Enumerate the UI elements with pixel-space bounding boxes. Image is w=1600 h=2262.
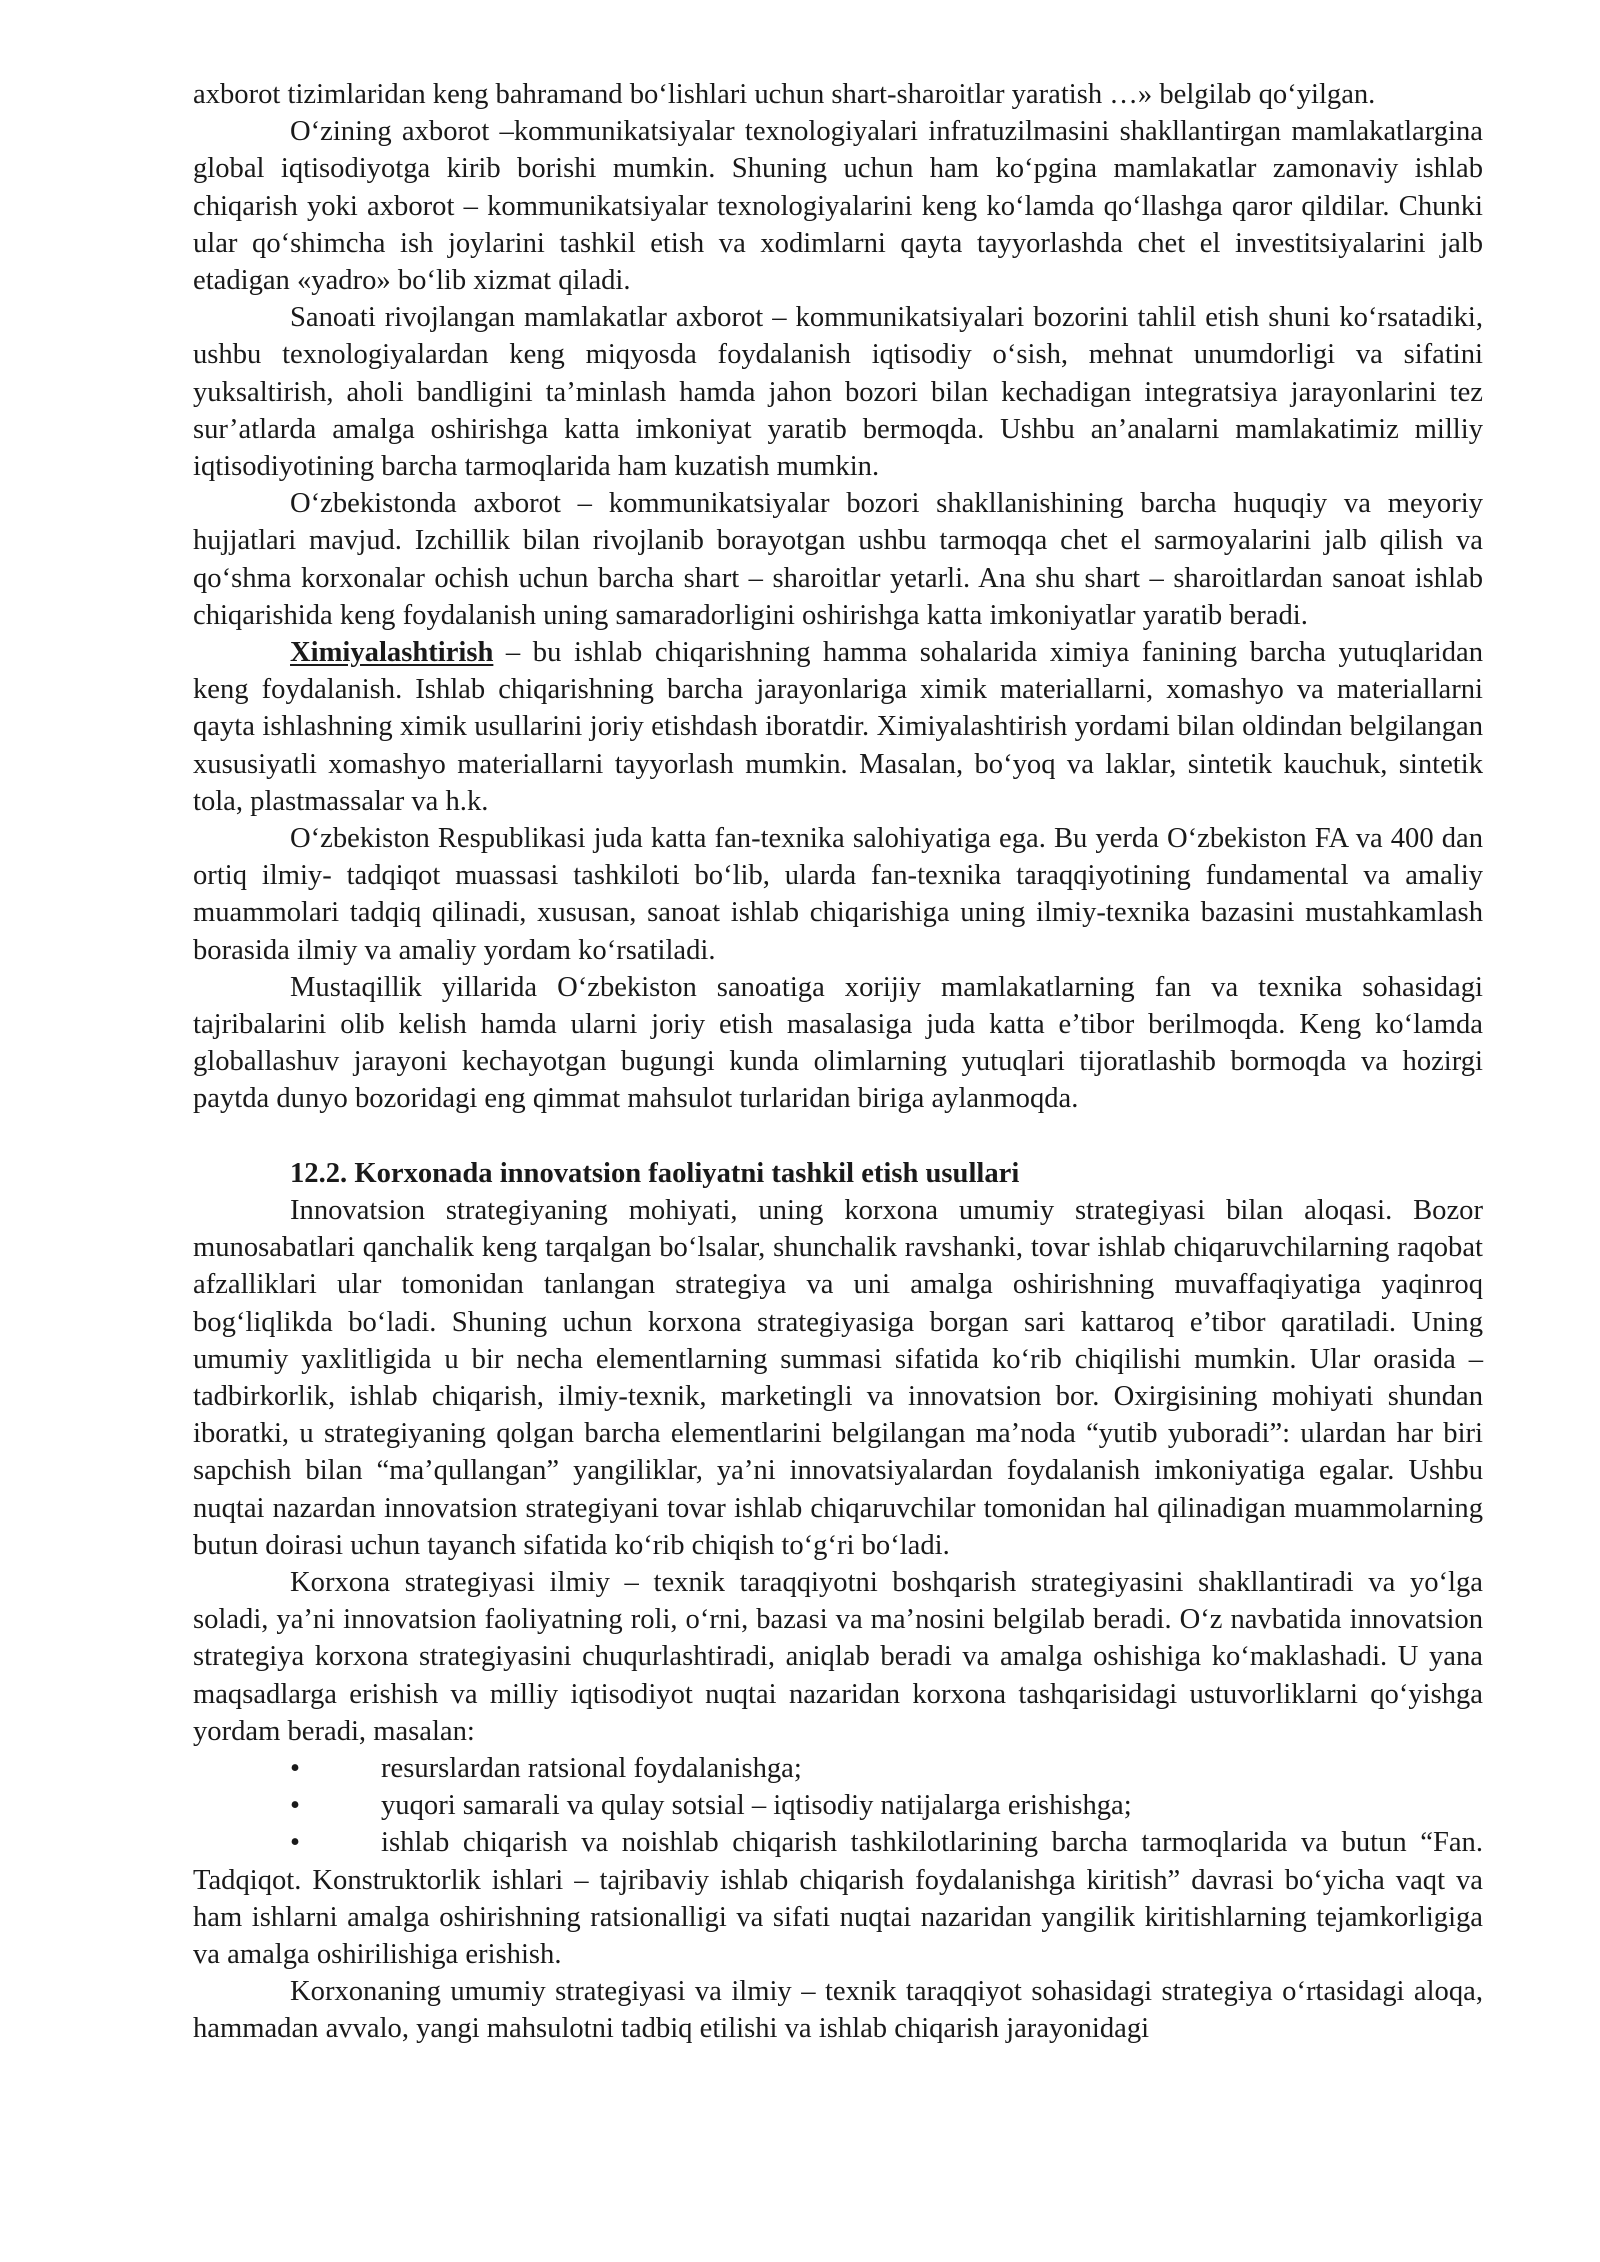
bullet-icon: • xyxy=(290,1827,301,1859)
paragraph: axborot tizimlaridan keng bahramand bo‘lishlari uchun shart-sharoitlar yaratish …» belgilab qo‘yilgan. xyxy=(193,79,1376,110)
paragraph: O‘zbekiston Respublikasi juda katta fan-texnika salohiyatiga ega. Bu yerda O‘zbekiston FA va 400 dan ortiq ilmiy- tadqiqot muassasi tashkiloti bo‘lib, ularda fan-texnika taraqqiyotining fundamental va amaliy muammolari tadqiq qilinadi, xususan, sanoat ishlab chiqarishiga uning ilmiy-texnika bazasini mustahkamlash borasida ilmiy va amaliy yordam ko‘rsatiladi. xyxy=(193,823,1483,966)
list-item xyxy=(193,1750,1483,1787)
list-item-text: ishlab chiqarish va noishlab chiqarish tashkilotlarining barcha tarmoqlarida va butun “Fan. Tadqiqot. Konstruktorlik ishlari – tajribaviy ishlab chiqarish foydalanishga kiritish” davrasi bo‘yicha vaqt va ham ishlarni amalga oshirishning ratsionalligi va sifati nuqtai nazaridan yangilik kiritishlarning tejamkorligiga va amalga oshirilishiga erishish. xyxy=(193,1827,1483,1970)
document-page xyxy=(193,76,1483,2048)
section-heading: 12.2. Korxonada innovatsion faoliyatni tashkil etish usullari xyxy=(290,1157,1020,1189)
paragraph: Korxonaning umumiy strategiyasi va ilmiy – texnik taraqqiyot sohasidagi strategiya o‘rtasidagi aloqa, hammadan avvalo, yangi mahsulotni tadbiq etilishi va ishlab chiqarish jarayonidagi xyxy=(193,1976,1483,2045)
defined-term: Ximiyalashtirish xyxy=(290,637,494,669)
paragraph: Mustaqillik yillarida O‘zbekiston sanoatiga xorijiy mamlakatlarning fan va texnika sohasidagi tajribalarini olib kelish hamda ularni joriy etish masalasiga juda katta e’tibor berilmoqda. Keng ko‘lamda globallashuv jarayoni kechayotgan bugungi kunda olimlarning yutuqlari tijoratlashib bormoqda va hozirgi paytda dunyo bozoridagi eng qimmat mahsulot turlaridan biriga aylanmoqda. xyxy=(193,971,1483,1115)
paragraph: Korxona strategiyasi ilmiy – texnik taraqqiyotni boshqarish strategiyasini shakllantiradi va yo‘lga soladi, ya’ni innovatsion faoliyatning roli, o‘rni, bazasi va ma’nosini belgilab beradi. O‘z navbatida innovatsion strategiya korxona strategiyasini chuqurlashtiradi, aniqlab beradi va amalga oshishiga ko‘maklashadi. U yana maqsadlarga erishish va milliy iqtisodiyot nuqtai nazaridan korxona tashqarisidagi ustuvorliklarni qo‘yishga yordam beradi, masalan: xyxy=(193,1566,1483,1747)
paragraph: O‘zbekistonda axborot – kommunikatsiyalar bozori shakllanishining barcha huquqiy va meyoriy hujjatlari mavjud. Izchillik bilan rivojlanib borayotgan ushbu tarmoqqa chet el sarmoyalarini jalb qilish va qo‘shma korxonalar ochish uchun barcha shart – sharoitlar yetarli. Ana shu shart – sharoitlardan sanoat ishlab chiqarishida keng foydalanish uning samaradorligini oshirishga katta imkoniyatlar yaratib beradi. xyxy=(193,488,1483,631)
bullet-icon: • xyxy=(290,1752,301,1784)
bullet-list xyxy=(193,1750,1483,1973)
paragraph-definition xyxy=(193,634,1483,820)
bullet-icon: • xyxy=(290,1790,301,1822)
paragraph: Sanoati rivojlangan mamlakatlar axborot – kommunikatsiyalari bozorini tahlil etish shuni ko‘rsatadiki, ushbu texnologiyalardan keng miqyosda foydalanish iqtisodiy o‘sish, mehnat unumdorligi va sifatini yuksaltirish, aholi bandligini ta’minlash hamda jahon bozori bilan kechadigan integratsiya jarayonlarini tez sur’atlarda amalga oshirishga katta imkoniyat yaratib bermoqda. Ushbu an’analarni mamlakatimiz milliy iqtisodiyotining barcha tarmoqlarida ham kuzatish mumkin. xyxy=(193,302,1483,483)
list-item xyxy=(193,1824,1483,1973)
paragraph: Innovatsion strategiyaning mohiyati, uning korxona umumiy strategiyasi bilan aloqasi. Bozor munosabatlari qanchalik keng tarqalgan bo‘lsalar, shunchalik ravshanki, tovar ishlab chiqaruvchilarning raqobat afzalliklari ular tomonidan tanlangan strategiya va uni amalga oshirishning muvaffaqiyatiga yaqinroq bog‘liqlikda bo‘ladi. Shuning uchun korxona strategiyasiga borgan sari kattaroq e’tibor qaratiladi. Uning umumiy yaxlitligida u bir necha elementlarning summasi sifatida ko‘rib chiqilishi mumkin. Ular orasida – tadbirkorlik, ishlab chiqarish, ilmiy-texnik, marketingli va innovatsion bor. Oxirgisining mohiyati shundan iboratki, u strategiyaning qolgan barcha elementlarini belgilangan ma’noda “yutib yuboradi”: ulardan har biri sapchish bilan “ma’qullangan” yangiliklar, ya’ni innovatsiyalardan foydalanish imkoniyatiga egalar. Ushbu nuqtai nazardan innovatsion strategiyani tovar ishlab chiqaruvchilar tomonidan hal qilinadigan muammolarning butun doirasi uchun tayanch sifatida ko‘rib chiqish to‘g‘ri bo‘ladi. xyxy=(193,1194,1483,1561)
paragraph: O‘zining axborot –kommunikatsiyalar texnologiyalari infratuzilmasini shakllantirgan mamlakatlargina global iqtisodiyotga kirib borishi mumkin. Shuning uchun ham ko‘pgina mamlakatlar zamonaviy ishlab chiqarish yoki axborot – kommunikatsiyalar texnologiyalarini keng ko‘lamda qo‘llashga qaror qildilar. Chunki ular qo‘shimcha ish joylarini tashkil etish va xodimlarni qayta tayyorlashda chet el investitsiyalarini jalb etadigan «yadro» bo‘lib xizmat qiladi. xyxy=(193,116,1483,297)
list-item-text: yuqori samarali va qulay sotsial – iqtisodiy natijalarga erishishga; xyxy=(381,1790,1132,1822)
list-item-text: resurslardan ratsional foydalanishga; xyxy=(381,1752,802,1784)
list-item xyxy=(193,1787,1483,1824)
definition-text: – bu ishlab chiqarishning hamma sohalarida ximiya fanining barcha yutuqlaridan keng foydalanish. Ishlab chiqarishning barcha jarayonlariga ximik materiallarni, xomashyo va materiallarni qayta ishlashning ximik usullarini joriy etishdash iboratdir. Ximiyalashtirish yordami bilan oldindan belgilangan xususiyatli xomashyo materiallarni tayyorlash mumkin. Masalan, bo‘yoq va laklar, sintetik kauchuk, sintetik tola, plastmassalar va h.k. xyxy=(193,637,1483,817)
